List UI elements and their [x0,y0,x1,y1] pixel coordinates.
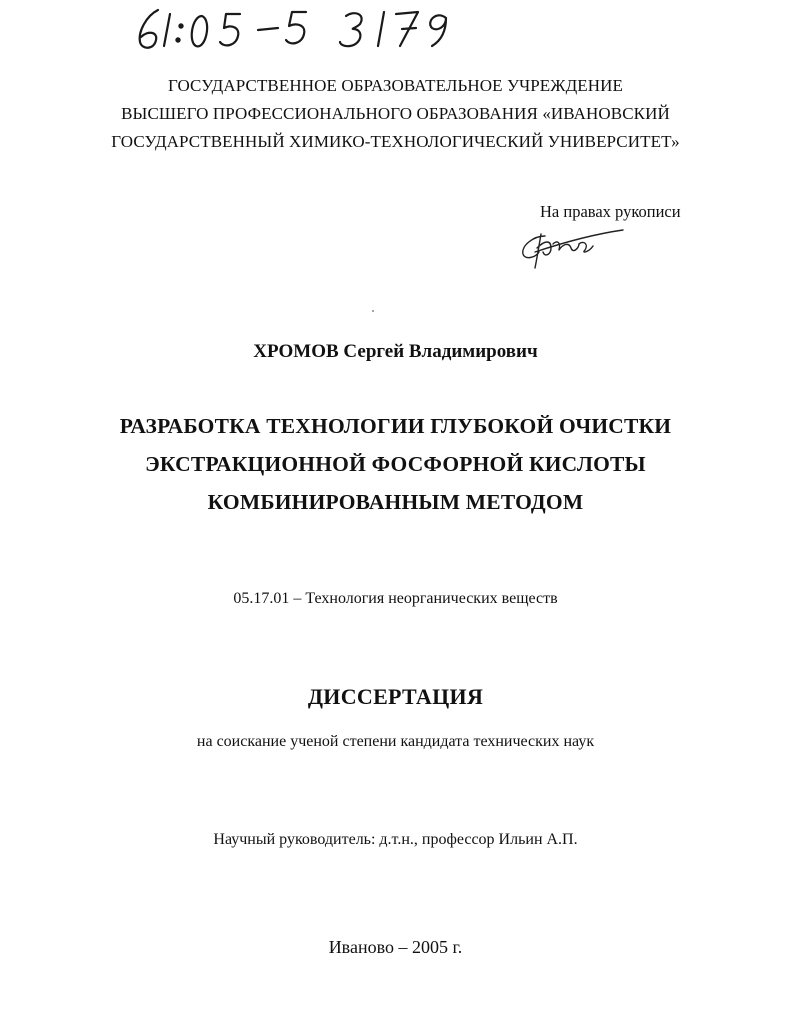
institution-line-1: ГОСУДАРСТВЕННОЕ ОБРАЗОВАТЕЛЬНОЕ УЧРЕЖДЕНИЕ [167,76,624,95]
signature-drawing [515,222,625,276]
signature [515,222,625,276]
scientific-advisor: Научный руководитель: д.т.н., профессор Ильин А.П. [213,831,578,848]
institution-line-2: ВЫСШЕГО ПРОФЕССИОНАЛЬНОГО ОБРАЗОВАНИЯ «ИВАНОВСКИЙ [121,104,670,123]
title-line-3: КОМБИНИРОВАННЫМ МЕТОДОМ [207,490,584,514]
city-year: Иваново – 2005 г. [328,937,463,957]
degree-line: на соискание ученой степени кандидата технических наук [196,733,595,750]
handwritten-shelfmark [128,2,478,54]
author-name: ХРОМОВ Сергей Владимирович [253,341,538,362]
manuscript-note: На правах рукописи [540,202,681,221]
document-type: ДИССЕРТАЦИЯ [307,684,484,709]
title-line-1: РАЗРАБОТКА ТЕХНОЛОГИИ ГЛУБОКОЙ ОЧИСТКИ [119,414,672,438]
institution-line-3: ГОСУДАРСТВЕННЫЙ ХИМИКО-ТЕХНОЛОГИЧЕСКИЙ УНИВЕРСИТЕТ» [111,132,680,151]
shelfmark-drawing [128,2,478,54]
specialty: 05.17.01 – Технология неорганических веществ [233,590,558,607]
title-line-2: ЭКСТРАКЦИОННОЙ ФОСФОРНОЙ КИСЛОТЫ [145,452,646,476]
scan-speck [372,310,374,312]
